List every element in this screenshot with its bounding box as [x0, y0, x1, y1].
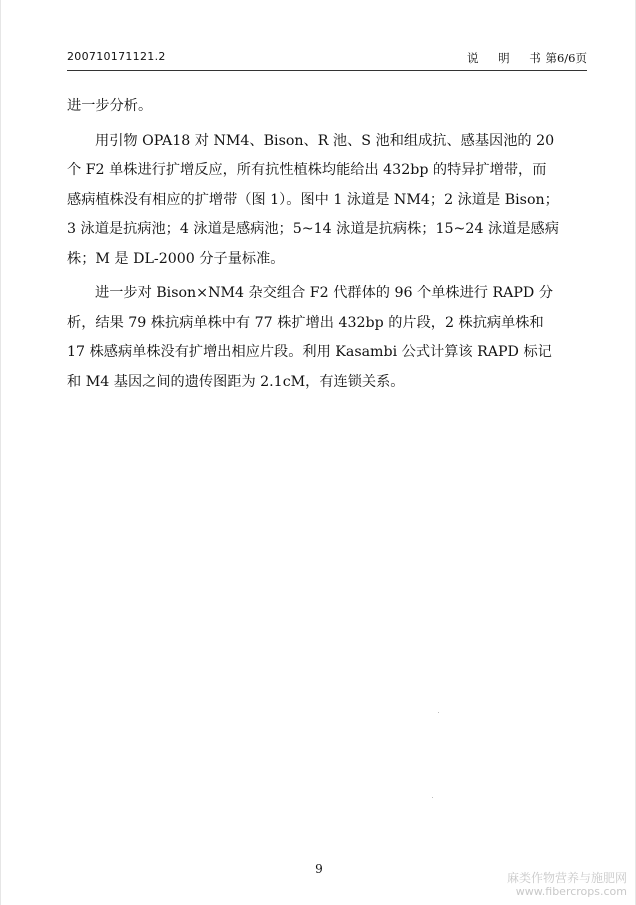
paragraph-1 [67, 92, 587, 122]
header-divider [67, 70, 587, 71]
scan-speck [432, 797, 433, 798]
paragraph-3-line: 析，结果 79 株抗病单株中有 77 株扩增出 432bp 的片段，2 株抗病单株和 [67, 314, 544, 331]
paragraph-2-line: 3 泳道是抗病池；4 泳道是感病池；5~14 泳道是抗病株；15~24 泳道是感病 [67, 221, 559, 237]
document-title: 说 明 书 [467, 51, 549, 65]
scan-speck [438, 712, 439, 713]
paragraph-2-line-text: 用引物 OPA18 对 NM4、Bison、R 池、S 池和组成抗、感基因池的 20 [95, 132, 555, 149]
document-body [67, 92, 587, 397]
paragraph-2 [67, 127, 587, 275]
paragraph-3 [67, 279, 587, 397]
paragraph-1-line: 进一步分析。 [67, 98, 153, 114]
page-header [67, 50, 587, 72]
paragraph-3-line: 17 株感病单株没有扩增出相应片段。利用 Kasambi 公式计算该 RAPD 标记 [67, 344, 552, 360]
watermark-site-name: 麻类作物营养与施肥网 [506, 871, 627, 885]
paragraph-2-line: 株；M 是 DL-2000 分子量标准。 [67, 250, 285, 267]
paragraph-3-line [67, 279, 587, 309]
page-number: 9 [315, 862, 323, 876]
paragraph-2-line [67, 127, 587, 157]
paragraph-2-line: 个 F2 单株进行扩增反应，所有抗性植株均能给出 432bp 的特异扩增带，而 [67, 162, 547, 178]
paragraph-3-line-text: 进一步对 Bison×NM4 杂交组合 F2 代群体的 96 个单株进行 RAPD 分 [95, 285, 554, 301]
page-indicator: 第6/6页 [545, 51, 587, 65]
patent-application-number: 200710171121.2 [67, 50, 166, 63]
site-watermark [507, 871, 627, 899]
watermark-url: www.fibercrops.com [515, 885, 627, 898]
paragraph-3-line: 和 M4 基因之间的遗传图距为 2.1cM，有连锁关系。 [67, 373, 405, 390]
paragraph-2-line: 感病植株没有相应的扩增带（图 1）。图中 1 泳道是 NM4；2 泳道是 Bison； [67, 191, 559, 208]
